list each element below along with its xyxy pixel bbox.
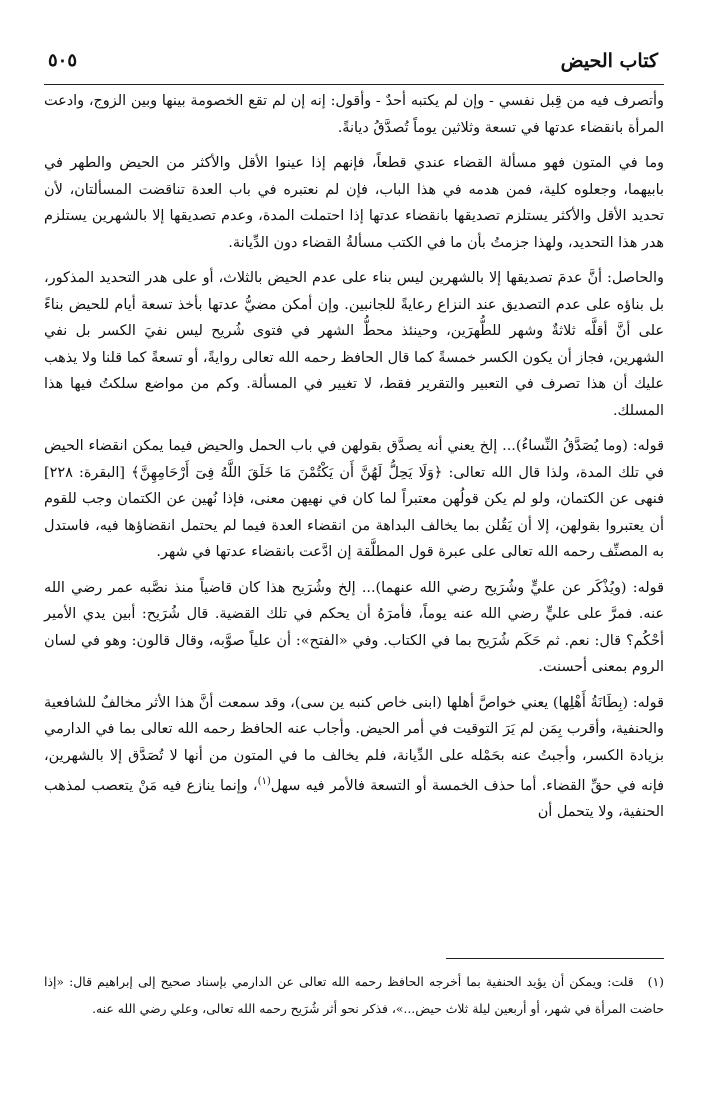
page-header <box>44 38 664 85</box>
chapter-title: كتاب الحيض <box>560 50 658 72</box>
paragraph: قوله: (وما يُصَدَّقُ النِّساءُ)... إلخ يعني أنه يصدَّق بقولهن في باب الحمل والحيض فيما يمكن انقضاء الحيض في تلك المدة، ولذا قال الله تعالى: ﴿وَلَا يَحِلُّ لَهُنَّ أَن يَكْتُمْنَ مَا خَلَقَ اللَّهُ فِىٓ أَرْحَامِهِنَّ﴾ [البقرة: ٢٢٨] فنهى عن الكتمان، ولو لم يكن قولُهن معتبراً لما كان في نهيهن معنى، فإذا نُهين عن الكتمان وجب للقوم أن يعتبروا بقولهن، إلا أن يَقُلن بما يخالف البداهة من انقضاء العدة فيما لم يحتمل انقضاؤها فيه، فاستدل به المصنِّف رحمه الله تعالى على عبرة قول المطلَّقة إن ادَّعت بانقضاء عدتها في شهر. <box>44 438 664 560</box>
paragraph <box>44 690 664 826</box>
paragraph: وأتصرف فيه من قِبل نفسي - وإن لم يكتبه أحدٌ - وأقول: إنه إن لم تقع الخصومة بينها وبين الزوج، وادعت المرأة بانقضاء عدتها في تسعة وثلاثين يوماً تُصدَّقُ ديانةً. <box>44 93 664 136</box>
footnote-separator <box>446 958 664 959</box>
page-number: ٥٠٥ <box>48 50 78 71</box>
main-text <box>44 88 664 835</box>
paragraph-text: قوله: (بِطَانَةُ أَهْلِها) يعني خواصَّ أهلها (ابنى خاص كنبه ين سى)، وقد سمعت أنَّ هذا الأثر مخالفٌ للشافعية والحنفية، وأقرب بِمَن لم يَرَ التوقيت في أمر الحيض. وأجاب عنه الحافظ رحمه الله تعالى بما في الدارمي بزيادة الكسر، وأجبتُ عنه بحَمْله على الدِّيانة، فلم يخالف ما في المتون من أنها لا تُصَدَّق إلا بالشهرين، فإنه في حقِّ القضاء. أما حذف الخمسة أو التسعة فالأمر فيه سهل$^{(١)}$، وإنما ينازع فيه مَنْ يتعصب لمذهب الحنفية، ولا يتحمل أن <box>44 694 664 821</box>
footnote-text: قلت: ويمكن أن يؤيد الحنفية بما أخرجه الحافظ رحمه الله تعالى عن الدارمي بإسناد صحيح إلى إبراهيم قال: «إذا حاضت المرأة في شهر، أو أربعين ليلة ثلاث حيض...»، فذكر نحو أثر شُرَيح رحمه الله تعالى، وعلي رضي الله عنه. <box>44 974 664 1016</box>
footnote <box>44 968 664 1022</box>
footnote-number: (١) <box>647 974 664 989</box>
paragraph: قوله: (ويُذْكَر عن عليٍّ وشُرَيح رضي الله عنهما)... إلخ وشُرَيح هذا كان قاضياً منذ نصَّبه عمر رضي الله عنه. فمرَّ على عليٍّ رضي الله عنه يوماً، فأمرَهُ أن يحكم في تلك القضية. قال شُرَيح: أبين يدي الأمير أحْكُم؟ قال: نعم. ثم حَكَم شُرَيح بما في الكتاب. وفي «الفتح»: أن علياً صوَّبه، وقال قالون: وهو في لسان الروم بمعنى أحسنت. <box>44 579 664 675</box>
footnote-reference[interactable]: (١) <box>257 776 271 787</box>
paragraph: والحاصل: أنَّ عدمَ تصديقها إلا بالشهرين ليس بناء على عدم الحيض بالثلاث، أو على هدر التحديد المذكور، بل بناؤه على عدم التصديق عند النزاع رعايةً للجانبين. وإن أمكن مضيُّ عدتها بأخذ تسعة أيام للحيض بناءً على أنَّ أقلَّه ثلاثةٌ وشهر للطُّهرَين، وحينئذ محطُّ الشهر في فتوى شُريح ليس نفيَ الكسر بل نفي الشهرين، فجاز أن يكون الكسر خمسةً كما قال الحافظ رحمه الله تعالى روايةً، أو تسعةً كما قلنا ولا يذهب عليك أن هذا تصرف في التعبير والتقرير فقط، لا تغيير في المسألة. وكم من مواضع سلكتُ فيها هذا المسلك. <box>44 270 664 419</box>
paragraph: وما في المتون فهو مسألة القضاء عندي قطعاً، فإنهم إذا عينوا الأقل والأكثر من الحيض والطهر في بابيهما، وجعلوه كلية، فمن هدمه في هذا الباب، فإن لم نعتبره في باب العدة تناقضت المسألتان، لأن تحديد الأقل والأكثر يستلزم تصديقها بانقضاء عدتها إذا احتملت المدة، وعدم تصديقها إلا بالشهرين يستلزم هدر هذا التحديد، ولهذا جزمتُ بأن ما في الكتب مسألةُ القضاء دون الدِّيانة. <box>44 155 664 251</box>
